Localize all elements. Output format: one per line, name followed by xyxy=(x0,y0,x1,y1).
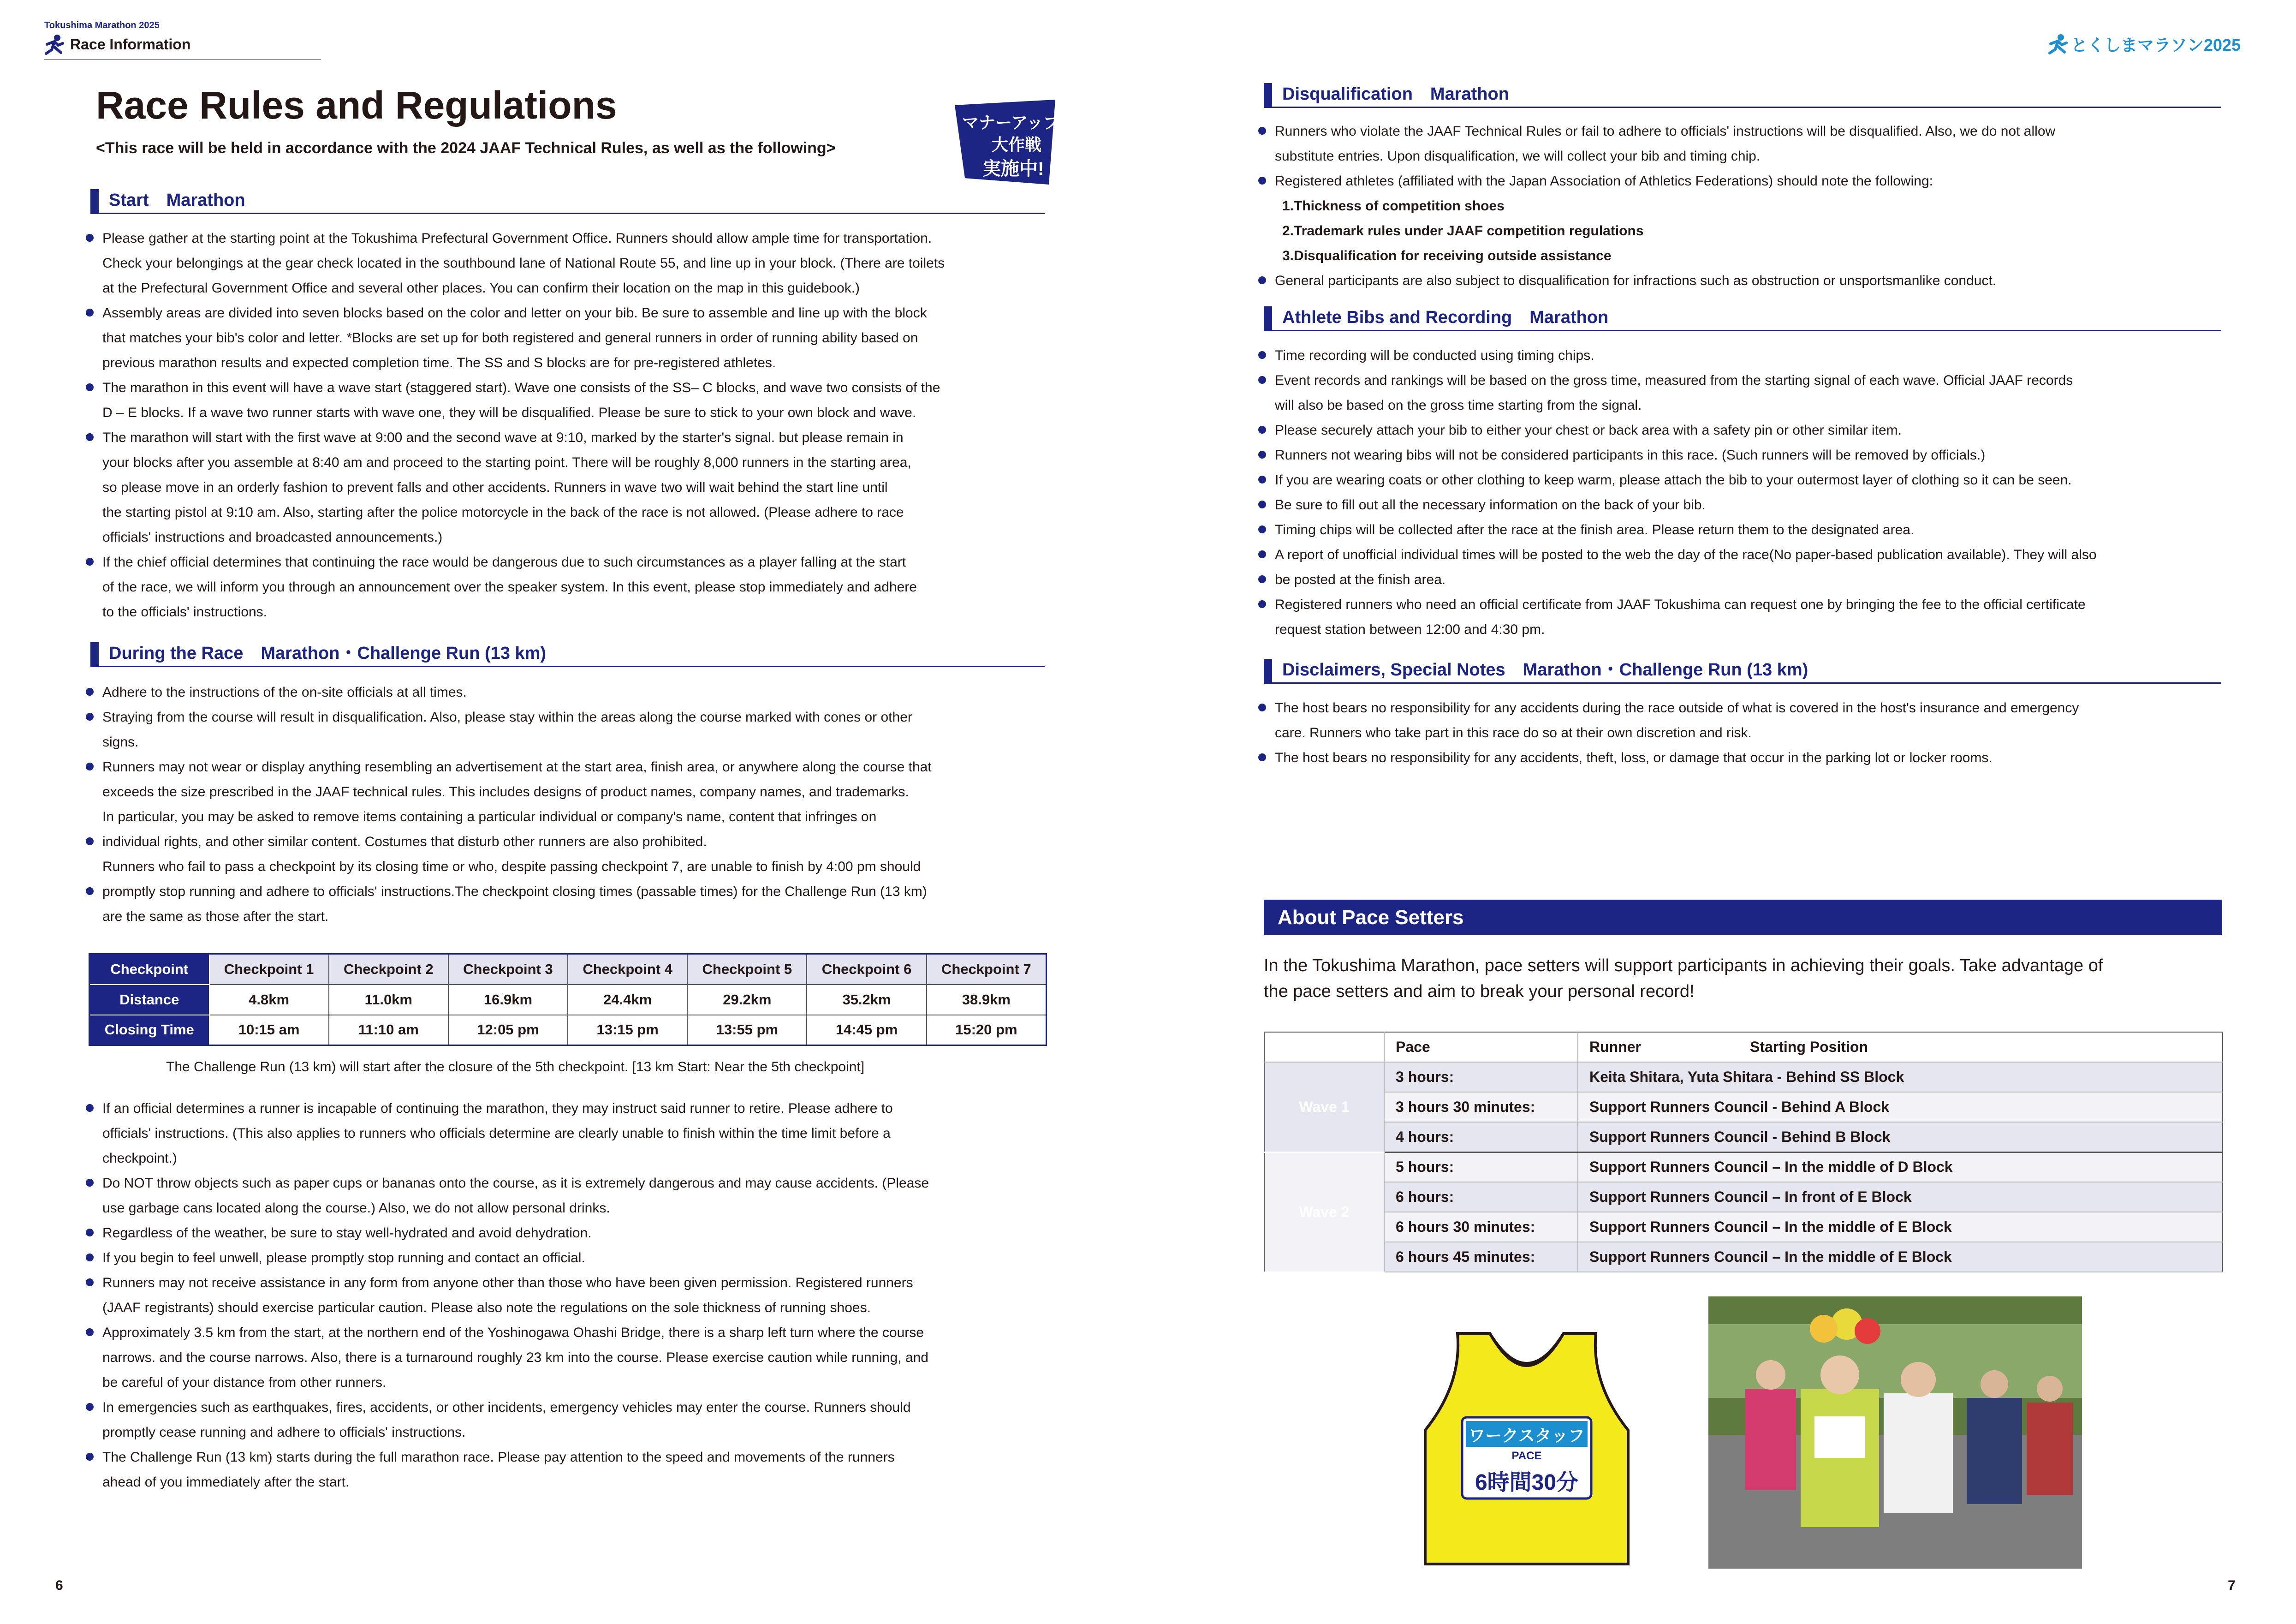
pace-cell: 6 hours: xyxy=(1384,1182,1578,1212)
during-list xyxy=(85,680,932,929)
pace-row xyxy=(1264,1092,2223,1122)
list-item: Do NOT throw objects such as paper cups or bananas onto the course, as it is extremely dangerous and may cause accidents. (Please xyxy=(85,1171,929,1196)
row-label: Closing Time xyxy=(89,1015,209,1045)
badge-line-2: 大作戦 xyxy=(992,135,1042,154)
pace-cell: 5 hours: xyxy=(1384,1152,1578,1182)
list-item: to the officials' instructions. xyxy=(102,604,268,620)
checkpoint-cell: 11.0km xyxy=(329,985,448,1015)
disq-list-1 xyxy=(1257,119,2055,194)
checkpoint-cell: 38.9km xyxy=(927,985,1047,1015)
list-item: Runners who fail to pass a checkpoint by its closing time or who, despite passing checkpoint 7, are unable to finish by 4:00 pm should xyxy=(102,859,921,874)
runner-cell: Support Runners Council – In the middle of E Block xyxy=(1578,1212,2223,1242)
pace-header-runner xyxy=(1578,1032,2223,1062)
pace-setter-photo xyxy=(1708,1296,2082,1569)
list-item: If the chief official determines that continuing the race would be dangerous due to such circumstances as a player falling at the start xyxy=(85,550,945,575)
list-item: Please gather at the starting point at the Tokushima Prefectural Government Office. Runners should allow ample time for transportation. xyxy=(85,226,945,251)
manner-up-badge xyxy=(950,97,1059,187)
list-item: at the Prefectural Government Office and several other places. You can confirm their location on the map in this guidebook.) xyxy=(102,281,860,296)
section-during-heading: During the Race Marathon・Challenge Run (13 km) xyxy=(90,642,1045,667)
list-item: promptly stop running and adhere to officials' instructions.The checkpoint closing times (passable times) for the Challenge Run (13 km) xyxy=(85,879,932,904)
pace-intro-2: the pace setters and aim to break your personal record! xyxy=(1264,982,1695,1001)
header-runner-text: Runner xyxy=(1589,1039,1641,1055)
list-item: substitute entries. Upon disqualification, we will collect your bib and timing chip. xyxy=(1275,149,1761,164)
list-item: care. Runners who take part in this race do so at their own discretion and risk. xyxy=(1275,725,1752,740)
checkpoint-cell: Checkpoint 7 xyxy=(927,954,1047,985)
vest-label-top: ワークスタッフ xyxy=(1469,1426,1585,1445)
pace-row xyxy=(1264,1212,2223,1242)
list-item: The Challenge Run (13 km) starts during the full marathon race. Please pay attention to the speed and movements of the runners xyxy=(85,1445,929,1470)
list-item: In particular, you may be asked to remove items containing a particular individual or company's name, content that infringes on xyxy=(102,809,877,824)
list-item: checkpoint.) xyxy=(102,1151,177,1166)
checkpoint-cell: 35.2km xyxy=(807,985,926,1015)
checkpoint-row-distance xyxy=(89,985,1047,1015)
section-disclaimers-heading: Disclaimers, Special Notes Marathon・Challenge Run (13 km) xyxy=(1264,659,2221,684)
vest-label-pace: PACE xyxy=(1511,1450,1542,1462)
pace-cell: 3 hours 30 minutes: xyxy=(1384,1092,1578,1122)
checkpoint-cell: 13:15 pm xyxy=(568,1015,687,1045)
list-item: (JAAF registrants) should exercise particular caution. Please also note the regulations on the sole thickness of running shoes. xyxy=(102,1300,871,1315)
pace-row xyxy=(1264,1242,2223,1272)
pace-header-pace: Pace xyxy=(1384,1032,1578,1062)
header-position-text: Starting Position xyxy=(1750,1039,1868,1055)
pace-row xyxy=(1264,1122,2223,1152)
list-item: will also be based on the gross time starting from the signal. xyxy=(1275,398,1642,413)
list-item: If you are wearing coats or other clothing to keep warm, please attach the bib to your outermost layer of clothing so it can be seen. xyxy=(1257,468,2097,493)
header-top-label: Tokushima Marathon 2025 xyxy=(44,20,160,30)
section-start-heading: Start Marathon xyxy=(90,189,1045,214)
badge-line-1: マナーアップ xyxy=(962,113,1060,132)
runner-cell: Keita Shitara, Yuta Shitara - Behind SS Block xyxy=(1578,1062,2223,1092)
page-number-right: 7 xyxy=(2228,1578,2236,1593)
checkpoint-cell: Checkpoint 6 xyxy=(807,954,926,985)
wave-cell: Wave 2 xyxy=(1264,1152,1384,1272)
page-subtitle: <This race will be held in accordance with the 2024 JAAF Technical Rules, as well as the following> xyxy=(96,139,836,157)
list-item: of the race, we will inform you through an announcement over the speaker system. In this event, please stop immediately and adhere xyxy=(102,579,917,595)
list-item: Approximately 3.5 km from the start, at the northern end of the Yoshinogawa Ohashi Bridge, there is a sharp left turn where the course xyxy=(85,1320,929,1345)
checkpoint-cell: Checkpoint 2 xyxy=(329,954,448,985)
list-item: Registered runners who need an official certificate from JAAF Tokushima can request one by bringing the fee to the official certificate xyxy=(1257,592,2097,617)
list-item: Adhere to the instructions of the on-site officials at all times. xyxy=(85,680,932,705)
checkpoint-cell: 14:45 pm xyxy=(807,1015,926,1045)
pace-header-row xyxy=(1264,1032,2223,1062)
checkpoint-cell: 29.2km xyxy=(687,985,807,1015)
runner-logo-icon xyxy=(44,34,65,58)
list-item: Be sure to fill out all the necessary information on the back of your bib. xyxy=(1257,493,2097,518)
list-item: The host bears no responsibility for any accidents during the race outside of what is covered in the host's insurance and emergency xyxy=(1257,696,2079,721)
list-item: Assembly areas are divided into seven blocks based on the color and letter on your bib. Be sure to assemble and line up with the block xyxy=(85,301,945,326)
list-item: Runners not wearing bibs will not be considered participants in this race. (Such runners will be removed by officials.) xyxy=(1257,443,2097,468)
badge-line-3: 実施中! xyxy=(982,159,1044,179)
checkpoint-cell: 16.9km xyxy=(448,985,568,1015)
list-item: Check your belongings at the gear check located in the southbound lane of National Route 55, and line up in your block. (There are toilets xyxy=(102,256,945,271)
list-item: your blocks after you assemble at 8:40 am and proceed to the starting point. There will be roughly 8,000 runners in the starting area, xyxy=(102,455,911,470)
list-item: previous marathon results and expected completion time. The SS and S blocks are for pre-registered athletes. xyxy=(102,355,776,370)
row-label: Distance xyxy=(89,985,209,1015)
list-item: Runners may not receive assistance in any form from anyone other than those who have been given permission. Registered runners xyxy=(85,1271,929,1296)
list-item: The marathon will start with the first wave at 9:00 and the second wave at 9:10, marked by the starter's signal. but please remain in xyxy=(85,425,945,450)
runner-cell: Support Runners Council – In front of E Block xyxy=(1578,1182,2223,1212)
list-item: Event records and rankings will be based on the gross time, measured from the starting signal of each wave. Official JAAF records xyxy=(1257,368,2097,393)
pace-cell: 6 hours 45 minutes: xyxy=(1384,1242,1578,1272)
list-item: In emergencies such as earthquakes, fires, accidents, or other incidents, emergency vehicles may enter the course. Runners should xyxy=(85,1395,929,1420)
wave-cell: Wave 1 xyxy=(1264,1062,1384,1152)
pace-heading-bar xyxy=(1264,900,2222,935)
pace-vest-illustration xyxy=(1411,1329,1642,1569)
list-item: officials' instructions. (This also applies to runners who officials determine are clearly unable to finish within the time limit before a xyxy=(102,1126,891,1141)
list-item: Straying from the course will result in disqualification. Also, please stay within the areas along the course marked with cones or other xyxy=(85,705,932,730)
page-number-left: 6 xyxy=(55,1578,63,1593)
checkpoint-cell: 10:15 am xyxy=(209,1015,329,1045)
list-item: The marathon in this event will have a wave start (staggered start). Wave one consists of the SS– C blocks, and wave two consists of the xyxy=(85,376,945,400)
list-item: ahead of you immediately after the start. xyxy=(102,1475,350,1490)
list-item: Timing chips will be collected after the race at the finish area. Please return them to the designated area. xyxy=(1257,518,2097,543)
checkpoint-cell: Checkpoint 4 xyxy=(568,954,687,985)
list-item: officials' instructions and broadcasted announcements.) xyxy=(102,530,443,545)
pace-header-blank xyxy=(1264,1032,1384,1062)
more-rules-list xyxy=(85,1096,929,1495)
pace-row xyxy=(1264,1062,2223,1092)
list-item: signs. xyxy=(102,734,139,750)
bibs-list xyxy=(1257,343,2097,642)
list-item: be posted at the finish area. xyxy=(1257,567,2097,592)
checkpoint-cell: 13:55 pm xyxy=(687,1015,807,1045)
brand-runner-icon xyxy=(2048,34,2069,55)
checkpoint-row-names xyxy=(89,954,1047,985)
list-item: request station between 12:00 and 4:30 pm. xyxy=(1275,622,1545,637)
list-item: promptly cease running and adhere to officials' instructions. xyxy=(102,1425,466,1440)
disq-numbered xyxy=(1282,194,1644,269)
disq-list-2 xyxy=(1257,269,1996,293)
list-item: the starting pistol at 9:10 am. Also, starting after the police motorcycle in the back of the race is not allowed. (Please adhere to race xyxy=(102,505,904,520)
pace-heading: About Pace Setters xyxy=(1278,906,1464,929)
list-item: use garbage cans located along the course.) Also, we do not allow personal drinks. xyxy=(102,1200,610,1216)
numbered-item: 2.Trademark rules under JAAF competition regulations xyxy=(1282,223,1644,239)
list-item: exceeds the size prescribed in the JAAF technical rules. This includes designs of product names, company names, and trademarks. xyxy=(102,784,909,800)
section-bibs-heading: Athlete Bibs and Recording Marathon xyxy=(1264,306,2221,331)
list-item: narrows. and the course narrows. Also, there is a turnaround roughly 23 km into the course. Please exercise caution while running, and xyxy=(102,1350,928,1365)
start-list xyxy=(85,226,945,625)
pace-row xyxy=(1264,1152,2223,1182)
runner-cell: Support Runners Council – In the middle of D Block xyxy=(1578,1152,2223,1182)
checkpoint-cell: 11:10 am xyxy=(329,1015,448,1045)
runner-cell: Support Runners Council - Behind B Block xyxy=(1578,1122,2223,1152)
list-item: D – E blocks. If a wave two runner starts with wave one, they will be disqualified. Please be sure to stick to your own block and wave. xyxy=(102,405,916,420)
checkpoint-cell: 4.8km xyxy=(209,985,329,1015)
checkpoint-cell: 24.4km xyxy=(568,985,687,1015)
checkpoint-cell: Checkpoint 5 xyxy=(687,954,807,985)
row-label: Checkpoint xyxy=(89,954,209,985)
list-item: Registered athletes (affiliated with the Japan Association of Athletics Federations) should note the following: xyxy=(1257,169,2055,194)
list-item: that matches your bib's color and letter. *Blocks are set up for both registered and general runners in order of running ability based on xyxy=(102,330,918,346)
checkpoint-table xyxy=(89,953,1047,1046)
list-item: be careful of your distance from other runners. xyxy=(102,1375,387,1390)
pace-table xyxy=(1264,1032,2223,1273)
checkpoint-cell: 15:20 pm xyxy=(927,1015,1047,1045)
checkpoint-cell: Checkpoint 1 xyxy=(209,954,329,985)
pace-cell: 4 hours: xyxy=(1384,1122,1578,1152)
list-item: If you begin to feel unwell, please promptly stop running and contact an official. xyxy=(85,1246,929,1271)
brand-text: とくしまマラソン2025 xyxy=(2071,36,2241,54)
pace-cell: 6 hours 30 minutes: xyxy=(1384,1212,1578,1242)
checkpoint-cell: 12:05 pm xyxy=(448,1015,568,1045)
checkpoint-cell: Checkpoint 3 xyxy=(448,954,568,985)
vest-label-time: 6時間30分 xyxy=(1475,1470,1579,1495)
checkpoint-note: The Challenge Run (13 km) will start after the closure of the 5th checkpoint. [13 km Start: Near the 5th checkpoint] xyxy=(166,1059,865,1075)
disclaimers-list xyxy=(1257,696,2079,770)
list-item: are the same as those after the start. xyxy=(102,909,329,924)
section-disqualification-heading: Disqualification Marathon xyxy=(1264,83,2221,108)
list-item: Regardless of the weather, be sure to stay well-hydrated and avoid dehydration. xyxy=(85,1221,929,1246)
list-item: A report of unofficial individual times will be posted to the web the day of the race(No paper-based publication available). They will also xyxy=(1257,543,2097,567)
header-rule xyxy=(44,59,321,60)
numbered-item: 3.Disqualification for receiving outside assistance xyxy=(1282,248,1612,263)
brand-logo xyxy=(2048,32,2241,56)
list-item: Runners who violate the JAAF Technical Rules or fail to adhere to officials' instructions will be disqualified. Also, we do not allow xyxy=(1257,119,2055,144)
header-section-title: Race Information xyxy=(70,36,191,53)
list-item: Time recording will be conducted using timing chips. xyxy=(1257,343,2097,368)
pace-intro-1: In the Tokushima Marathon, pace setters will support participants in achieving their goals. Take advantage of xyxy=(1264,956,2103,975)
runner-cell: Support Runners Council – In the middle of E Block xyxy=(1578,1242,2223,1272)
list-item: The host bears no responsibility for any accidents, theft, loss, or damage that occur in the parking lot or locker rooms. xyxy=(1257,746,2079,770)
list-item: If an official determines a runner is incapable of continuing the marathon, they may instruct said runner to retire. Please adhere to xyxy=(85,1096,929,1121)
page-title: Race Rules and Regulations xyxy=(96,84,617,127)
pace-cell: 3 hours: xyxy=(1384,1062,1578,1092)
pace-row xyxy=(1264,1182,2223,1212)
runner-cell: Support Runners Council - Behind A Block xyxy=(1578,1092,2223,1122)
list-item: so please move in an orderly fashion to prevent falls and other accidents. Runners in wave two will wait behind the start line until xyxy=(102,480,888,495)
list-item: individual rights, and other similar content. Costumes that disturb other runners are also prohibited. xyxy=(85,830,932,854)
list-item: Runners may not wear or display anything resembling an advertisement at the start area, finish area, or anywhere along the course that xyxy=(85,755,932,780)
list-item: General participants are also subject to disqualification for infractions such as obstruction or unsportsmanlike conduct. xyxy=(1257,269,1996,293)
list-item: Please securely attach your bib to either your chest or back area with a safety pin or other similar item. xyxy=(1257,418,2097,443)
checkpoint-row-time xyxy=(89,1015,1047,1045)
numbered-item: 1.Thickness of competition shoes xyxy=(1282,198,1505,214)
